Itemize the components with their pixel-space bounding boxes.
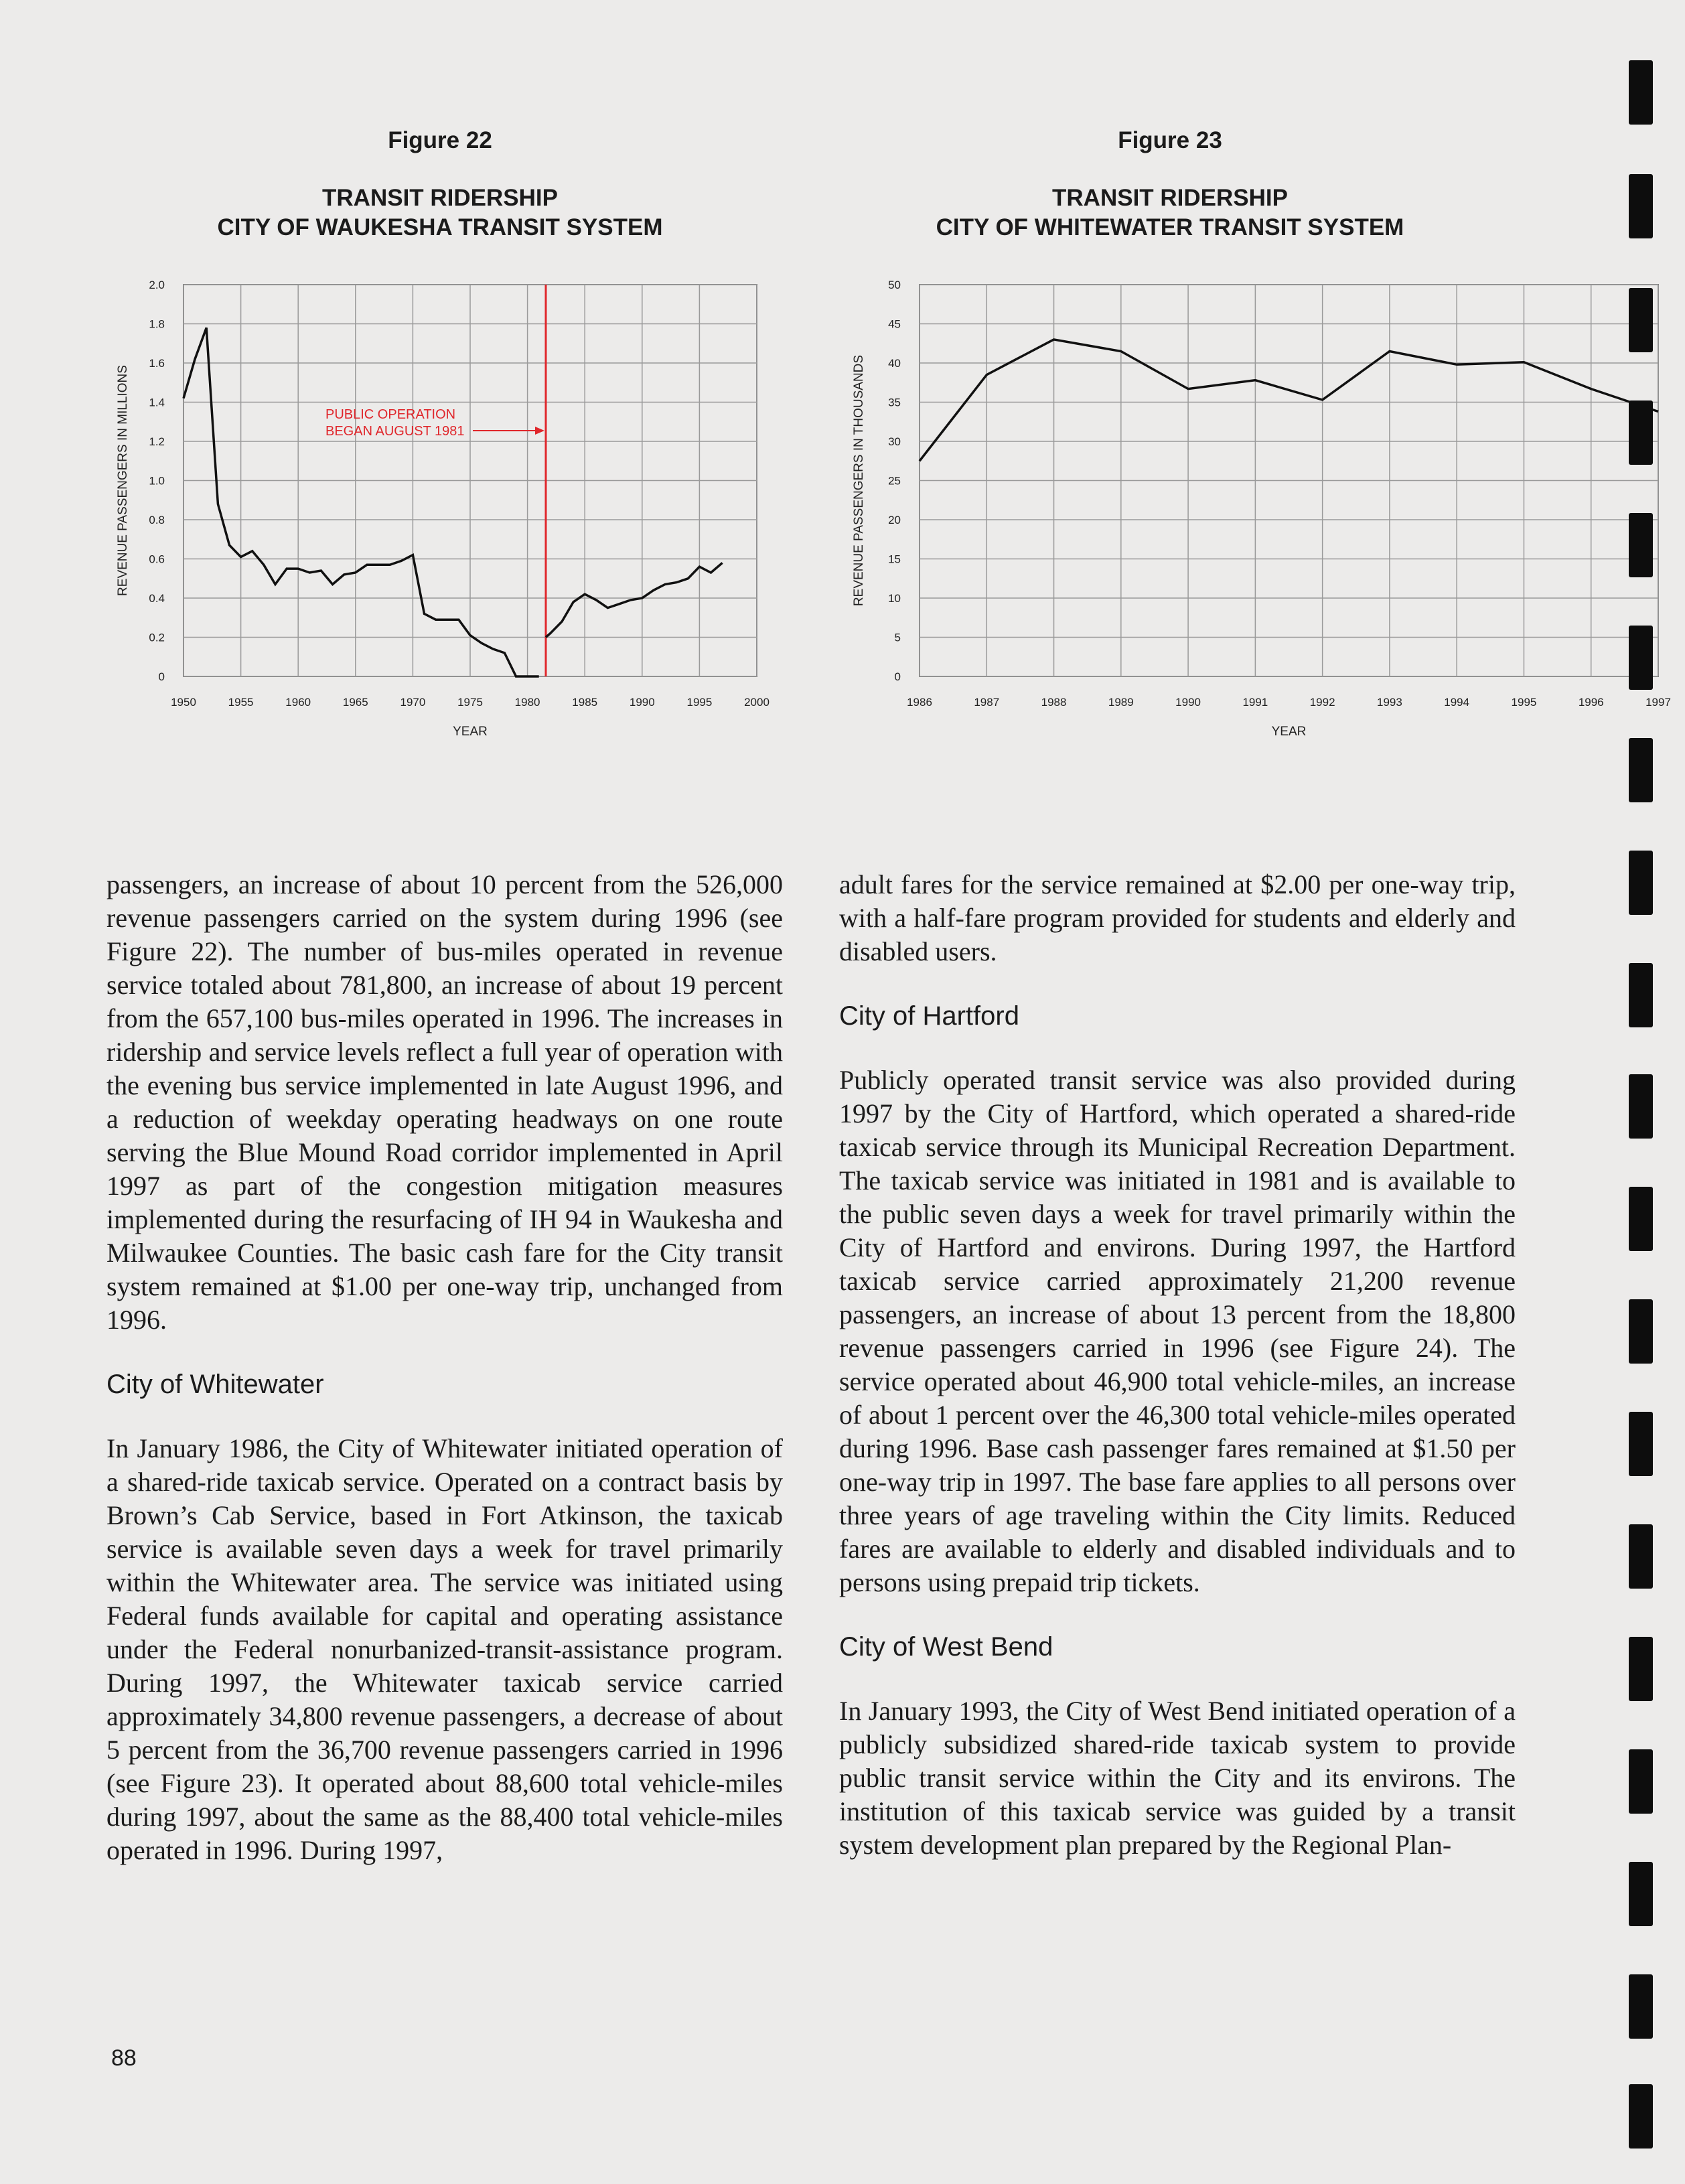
x-tick-label: 1986 — [907, 696, 932, 709]
x-tick-label: 1990 — [1175, 696, 1201, 709]
x-tick-label: 1980 — [514, 696, 540, 709]
y-tick-label: 35 — [888, 396, 901, 409]
heading-city-of-west-bend: City of West Bend — [839, 1632, 1053, 1662]
right-paragraph-1: adult fares for the service remained at $2.00 per one-way trip, with a half-fare program provided for students and elderly and disabled users. — [839, 869, 1516, 966]
figure-23-heading — [835, 127, 1505, 242]
binder-mark — [1629, 1862, 1653, 1926]
figure-23-title-line1: TRANSIT RIDERSHIP — [1052, 185, 1288, 211]
x-axis-title: YEAR — [1271, 725, 1307, 739]
x-tick-label: 2000 — [744, 696, 770, 709]
y-axis-title: REVENUE PASSENGERS IN MILLIONS — [116, 365, 130, 596]
binder-mark — [1629, 626, 1653, 690]
heading-city-of-hartford: City of Hartford — [839, 1001, 1019, 1031]
figure-23-title-line2: CITY OF WHITEWATER TRANSIT SYSTEM — [936, 214, 1404, 240]
binder-mark — [1629, 513, 1653, 577]
y-tick-label: 0.6 — [149, 553, 165, 566]
right-text-column — [839, 868, 1516, 1862]
x-tick-label: 1970 — [400, 696, 426, 709]
y-axis-title: REVENUE PASSENGERS IN THOUSANDS — [852, 354, 866, 607]
binder-mark — [1629, 1637, 1653, 1701]
x-tick-label: 1965 — [342, 696, 368, 709]
x-tick-label: 1960 — [285, 696, 311, 709]
annotation-line-1: PUBLIC OPERATION — [325, 407, 456, 422]
x-tick-label: 1975 — [457, 696, 483, 709]
y-tick-label: 2.0 — [149, 279, 165, 291]
x-tick-label: 1996 — [1578, 696, 1604, 709]
x-tick-label: 1992 — [1309, 696, 1335, 709]
binder-mark — [1629, 963, 1653, 1027]
chart-whitewater-ridership — [837, 254, 1685, 763]
y-tick-label: 0.8 — [149, 514, 165, 526]
left-paragraph-1: passengers, an increase of about 10 percent from the 526,000 revenue passengers carried on the system during 1996 (see Figure 22). The number of bus-miles operated in revenue service totaled about 781,800, an increase of about 19 percent from the 657,100 bus-miles operated in 1996. The increases in ridership and service levels reflect a full year of operation with the evening bus service implemented in late August 1996, and a reduction of weekday operating headways on one route serving the Blue Mound Road corridor implemented in April 1997 as part of the congestion mitigation measures implemented during the resurfacing of IH 94 in Waukesha and Milwaukee Counties. The basic cash fare for the City transit system remained at $1.00 per one-way trip, unchanged from 1996. — [106, 869, 783, 1335]
y-tick-label: 30 — [888, 435, 901, 448]
y-tick-label: 1.0 — [149, 474, 165, 488]
right-paragraph-3: In January 1993, the City of West Bend initiated operation of a publicly subsidized shared-ride taxicab system to provide public transit service within the City and its environs. The institution of this taxicab service was guided by a transit system development plan prepared by the Regional Plan- — [839, 1696, 1516, 1860]
x-tick-label: 1985 — [572, 696, 598, 709]
figure-22-title-line2: CITY OF WAUKESHA TRANSIT SYSTEM — [217, 214, 663, 240]
y-tick-label: 0 — [158, 670, 165, 683]
binder-mark — [1629, 1074, 1653, 1139]
figure-22-label: Figure 22 — [388, 127, 492, 153]
y-tick-label: 1.2 — [149, 435, 165, 448]
y-tick-label: 5 — [894, 631, 901, 644]
right-paragraph-2: Publicly operated transit service was also provided during 1997 by the City of Hartford, which operated a shared-ride taxicab service through its Municipal Recreation Department. The taxicab service was initiated in 1981 and is available to the public seven days a week for travel primarily within the City of Hartford and environs. During 1997, the Hartford taxicab service carried approximately 21,200 revenue passengers, an increase of about 13 percent from the 18,800 revenue passengers carried in 1996 (see Figure 24). The service operated about 46,900 total vehicle-miles, an increase of about 1 percent over the 46,300 total vehicle-miles operated during 1996. Base cash passenger fares remained at $1.50 per one-way trip in 1997. The base fare applies to all persons over three years of age traveling within the City limits. Reduced fares are available to elderly and disabled individuals and to persons using prepaid trip tickets. — [839, 1065, 1516, 1597]
x-tick-label: 1988 — [1041, 696, 1067, 709]
y-tick-label: 25 — [888, 474, 901, 488]
y-tick-label: 20 — [888, 514, 901, 526]
binder-mark — [1629, 738, 1653, 802]
binder-mark — [1629, 60, 1653, 125]
series-line-1 — [920, 340, 1658, 461]
y-tick-label: 1.4 — [149, 396, 165, 409]
binder-mark — [1629, 1524, 1653, 1589]
y-tick-label: 0.4 — [149, 592, 165, 605]
binder-mark — [1629, 2084, 1653, 2149]
binder-mark — [1629, 1187, 1653, 1251]
y-tick-label: 50 — [888, 279, 901, 291]
x-tick-label: 1987 — [974, 696, 1000, 709]
x-tick-label: 1995 — [686, 696, 713, 709]
binder-mark — [1629, 1299, 1653, 1364]
binder-mark — [1629, 1749, 1653, 1814]
x-tick-label: 1997 — [1645, 696, 1671, 709]
binder-mark — [1629, 288, 1653, 352]
binder-mark — [1629, 401, 1653, 465]
series-line-1 — [184, 327, 539, 676]
figure-23-label: Figure 23 — [1118, 127, 1222, 153]
y-tick-label: 15 — [888, 553, 901, 566]
page-number: 88 — [111, 2045, 137, 2071]
x-tick-label: 1991 — [1242, 696, 1268, 709]
binder-mark — [1629, 1412, 1653, 1476]
x-tick-label: 1990 — [629, 696, 655, 709]
y-tick-label: 0.2 — [149, 631, 165, 644]
binder-mark — [1629, 851, 1653, 915]
y-tick-label: 40 — [888, 357, 901, 370]
annotation-line-2: BEGAN AUGUST 1981 — [325, 424, 465, 439]
annotation-arrow-head — [535, 427, 544, 435]
chart-waukesha-ridership — [0, 254, 837, 763]
figure-22-heading — [105, 127, 775, 242]
series-line-2 — [546, 563, 723, 637]
x-axis-title: YEAR — [453, 725, 488, 739]
y-tick-label: 0 — [894, 670, 901, 683]
binder-mark — [1629, 174, 1653, 238]
left-text-column — [106, 868, 783, 1867]
binder-mark — [1629, 1974, 1653, 2039]
x-tick-label: 1994 — [1444, 696, 1470, 709]
x-tick-label: 1989 — [1108, 696, 1134, 709]
x-tick-label: 1993 — [1376, 696, 1402, 709]
y-tick-label: 10 — [888, 592, 901, 605]
left-paragraph-2: In January 1986, the City of Whitewater initiated operation of a shared-ride taxicab service. Operated on a contract basis by Brown’s Cab Service, based in Fort Atkinson, the taxicab service is available seven days a week for travel primarily within the Whitewater area. The service was initiated using Federal funds available for capital and operating assistance under the Federal nonurbanized-transit-assistance program. During 1997, the Whitewater taxicab service carried approximately 34,800 revenue passengers, a decrease of about 5 percent from the 36,700 revenue passengers carried in 1996 (see Figure 23). It operated about 88,600 total vehicle-miles during 1997, about the same as the 88,400 total vehicle-miles operated in 1996. During 1997, — [106, 1433, 783, 1865]
y-tick-label: 1.6 — [149, 357, 165, 370]
x-tick-label: 1995 — [1511, 696, 1537, 709]
y-tick-label: 1.8 — [149, 317, 165, 331]
x-tick-label: 1950 — [171, 696, 196, 709]
figure-22-title-line1: TRANSIT RIDERSHIP — [322, 185, 558, 211]
heading-city-of-whitewater: City of Whitewater — [106, 1370, 324, 1399]
x-tick-label: 1955 — [228, 696, 254, 709]
y-tick-label: 45 — [888, 317, 901, 331]
